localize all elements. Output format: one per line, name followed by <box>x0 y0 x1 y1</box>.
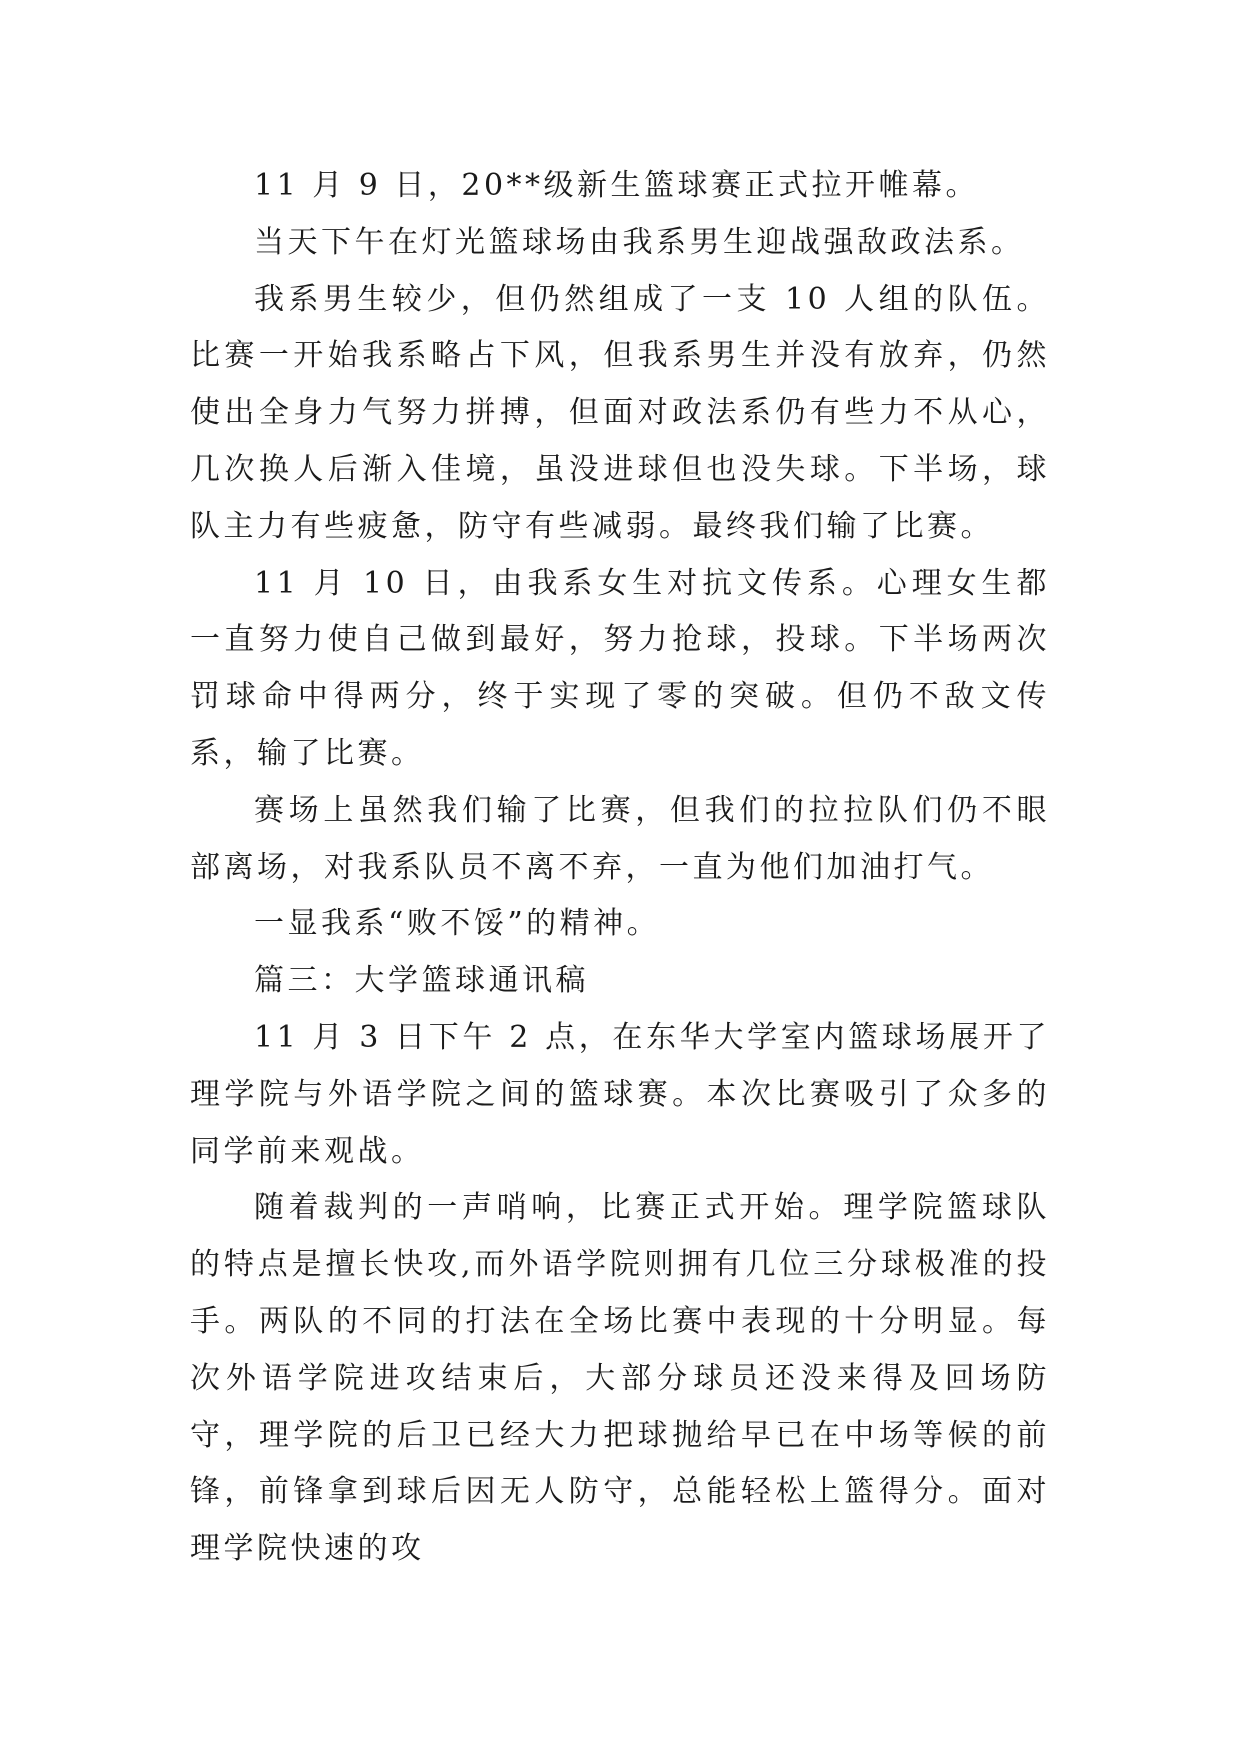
paragraph: 赛场上虽然我们输了比赛，但我们的拉拉队们仍不眼部离场，对我系队员不离不弃，一直为他们加油打气。 <box>190 792 1050 885</box>
document-body <box>190 158 1050 1578</box>
paragraph: 我系男生较少，但仍然组成了一支 10 人组的队伍。比赛一开始我系略占下风，但我系男生并没有放弃，仍然使出全身力气努力拼搏，但面对政法系仍有些力不从心，几次换人后渐入佳境，虽没进球但也没失球。下半场，球队主力有些疲惫，防守有些减弱。最终我们输了比赛。 <box>190 281 1050 544</box>
paragraph: 随着裁判的一声哨响，比赛正式开始。理学院篮球队的特点是擅长快攻,而外语学院则拥有几位三分球极准的投手。两队的不同的打法在全场比赛中表现的十分明显。每次外语学院进攻结束后，大部分球员还没来得及回场防守，理学院的后卫已经大力把球抛给早已在中场等候的前锋，前锋拿到球后因无人防守，总能轻松上篮得分。面对理学院快速的攻 <box>190 1190 1050 1567</box>
section-heading: 篇三：大学篮球通讯稿 <box>254 963 589 999</box>
paragraph: 11 月 3 日下午 2 点，在东华大学室内篮球场展开了理学院与外语学院之间的篮球赛。本次比赛吸引了众多的同学前来观战。 <box>190 1019 1050 1169</box>
paragraph: 一显我系“败不馁”的精神。 <box>254 906 661 942</box>
paragraph: 11 月 9 日，20**级新生篮球赛正式拉开帷幕。 <box>254 168 980 203</box>
paragraph: 11 月 10 日，由我系女生对抗文传系。心理女生都一直努力使自己做到最好，努力抢球，投球。下半场两次罚球命中得两分，终于实现了零的突破。但仍不敌文传系，输了比赛。 <box>190 565 1050 771</box>
paragraph: 当天下午在灯光篮球场由我系男生迎战强敌政法系。 <box>254 224 1025 260</box>
